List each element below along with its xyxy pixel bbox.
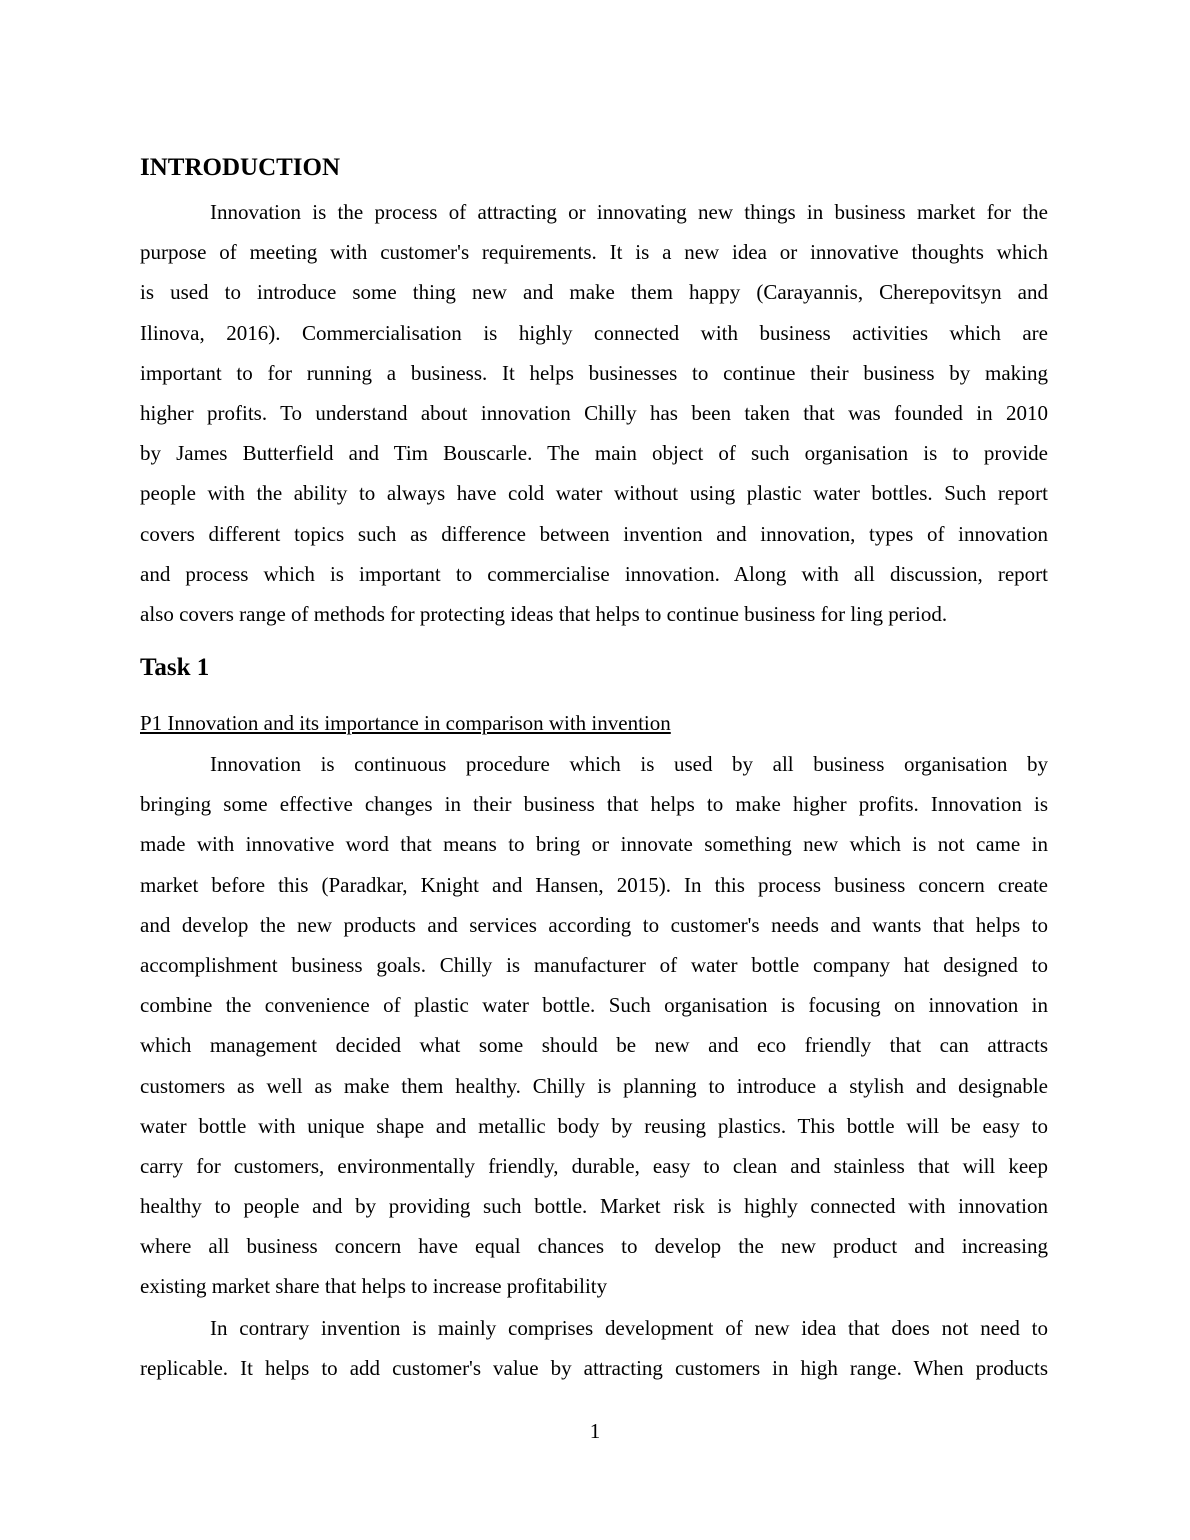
- text-line: purpose of meeting with customer's requirements. It is a new idea or innovative thoughts which: [140, 240, 1048, 265]
- introduction-heading: INTRODUCTION: [140, 154, 341, 181]
- invention-paragraph: [140, 1308, 1048, 1388]
- text-line: Innovation is the process of attracting or innovating new things in business market for the: [210, 200, 1048, 224]
- text-line: and develop the new products and services according to customer's needs and wants that helps to: [140, 912, 1048, 937]
- page-number: 1: [589, 1419, 601, 1443]
- task-heading: Task 1: [140, 654, 210, 681]
- text-line: covers different topics such as difference between invention and innovation, types of innovation: [140, 521, 1048, 546]
- text-line: carry for customers, environmentally friendly, durable, easy to clean and stainless that will keep: [140, 1153, 1048, 1178]
- text-line: also covers range of methods for protecting ideas that helps to continue business for ling period.: [140, 601, 948, 626]
- text-line: combine the convenience of plastic water bottle. Such organisation is focusing on innovation in: [140, 993, 1048, 1018]
- p1-paragraph: [140, 744, 1048, 1307]
- text-line: Innovation is continuous procedure which is used by all business organisation by: [210, 752, 1048, 776]
- text-line: replicable. It helps to add customer's value by attracting customers in high range. When products: [140, 1356, 1048, 1381]
- text-line: by James Butterfield and Tim Bouscarle. The main object of such organisation is to provide: [140, 441, 1048, 466]
- text-line: higher profits. To understand about innovation Chilly has been taken that was founded in 2010: [140, 400, 1048, 425]
- text-line: and process which is important to commercialise innovation. Along with all discussion, report: [140, 561, 1048, 586]
- text-line: which management decided what some should be new and eco friendly that can attracts: [140, 1033, 1048, 1058]
- text-line: market before this (Paradkar, Knight and Hansen, 2015). In this process business concern create: [140, 872, 1048, 897]
- text-line: is used to introduce some thing new and make them happy (Carayannis, Cherepovitsyn and: [140, 280, 1048, 305]
- text-line: people with the ability to always have cold water without using plastic water bottles. Such report: [140, 481, 1048, 506]
- text-line: healthy to people and by providing such bottle. Market risk is highly connected with innovation: [140, 1194, 1048, 1219]
- text-line: existing market share that helps to increase profitability: [140, 1274, 608, 1299]
- text-line: Ilinova, 2016). Commercialisation is highly connected with business activities which are: [140, 320, 1048, 345]
- text-line: In contrary invention is mainly comprises development of new idea that does not need to: [210, 1316, 1048, 1340]
- text-line: water bottle with unique shape and metallic body by reusing plastics. This bottle will be easy to: [140, 1113, 1048, 1138]
- intro-paragraph: [140, 192, 1048, 634]
- text-line: accomplishment business goals. Chilly is manufacturer of water bottle company hat designed to: [140, 952, 1048, 977]
- text-line: made with innovative word that means to bring or innovate something new which is not came in: [140, 832, 1048, 857]
- p1-subheading: P1 Innovation and its importance in comparison with invention: [140, 711, 671, 735]
- text-line: customers as well as make them healthy. Chilly is planning to introduce a stylish and designable: [140, 1073, 1048, 1098]
- text-line: important to for running a business. It helps businesses to continue their business by making: [140, 360, 1048, 385]
- text-line: bringing some effective changes in their business that helps to make higher profits. Innovation is: [140, 792, 1048, 817]
- text-line: where all business concern have equal chances to develop the new product and increasing: [140, 1234, 1048, 1259]
